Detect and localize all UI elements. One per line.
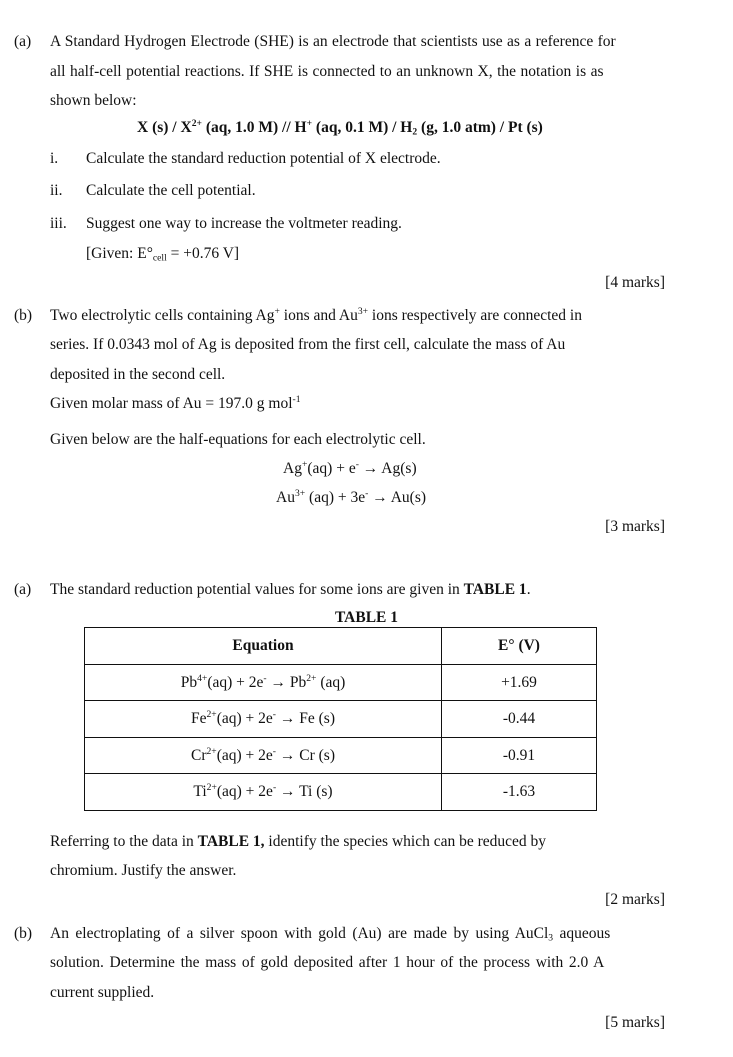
- potential-cell: +1.69: [442, 664, 597, 701]
- q1a-item-text: Calculate the standard reduction potential of X electrode.: [86, 150, 441, 167]
- header-equation: Equation: [85, 628, 442, 665]
- q2b-marks: [5 marks]: [605, 1014, 665, 1031]
- half-equation-au: $Au^{3+}$ (aq) + 3e- → Au(s): [276, 488, 427, 506]
- q1b-molar-mass: Given molar mass of Au = 197.0 g mol$^{-1}$: [50, 394, 301, 412]
- header-potential: E° (V): [442, 628, 597, 665]
- potential-cell: -0.91: [442, 737, 597, 774]
- potential-cell: -0.44: [442, 701, 597, 738]
- equation-cell: $Fe^{2+}(aq) + 2e^- \to Fe$ (s): [85, 701, 442, 738]
- q1a-item-text: Calculate the cell potential.: [86, 182, 256, 199]
- q2a-ref-line1: Referring to the data in TABLE 1, identify the species which can be reduced by: [50, 833, 547, 850]
- cell-notation: X $(s) / X^{2+}$ (aq, 1.0 M) // H+ (aq, 0.1 $M) / H_2$ (g, 1.0 atm) / Pt (s): [137, 118, 543, 138]
- table-row: [85, 664, 597, 701]
- q1a-item-num: ii.: [50, 182, 63, 199]
- q2a-intro: The standard reduction potential values for some ions are given in TABLE 1.: [50, 581, 531, 598]
- q1a-item-num: iii.: [50, 215, 67, 232]
- table-title: TABLE 1: [334, 609, 399, 626]
- q1a-given: [Given: $E^\circ_{cell} = +0.76$ V]: [86, 245, 240, 264]
- equation-cell: $Ti^{2+}(aq) + 2e^- \to Ti$ (s): [85, 774, 442, 811]
- equation-cell: $Pb^{4+}(aq) + 2e^- \to Pb^{2+}$ (aq): [85, 664, 442, 701]
- half-equation-ag: Ag+(aq) + e- → Ag(s): [283, 459, 417, 477]
- q1b-half-intro: Given below are the half-equations for each electrolytic cell.: [50, 431, 426, 448]
- q1a-line3: shown below:: [50, 92, 137, 109]
- q1a-item-num: i.: [50, 150, 59, 167]
- equation-cell: $Cr^{2+}(aq) + 2e^- \to Cr$ (s): [85, 737, 442, 774]
- q1a-line2: all half-cell potential reactions. If SHE is connected to an unknown X, the notation is as: [50, 63, 604, 80]
- table-row: [85, 737, 597, 774]
- table-row: [85, 701, 597, 738]
- q2b-label: (b): [14, 925, 33, 942]
- q1b-label: (b): [14, 307, 33, 324]
- q1a-marks: [4 marks]: [605, 274, 665, 291]
- q2b-line2: solution. Determine the mass of gold deposited after 1 hour of the process with 2.0 A: [50, 954, 605, 971]
- q1a-line1: A Standard Hydrogen Electrode (SHE) is an electrode that scientists use as a reference for: [50, 33, 616, 50]
- q2b-line1: An electroplating of a silver spoon with gold (Au) are made by using AuCl$_3$ aqueous: [50, 925, 611, 944]
- q1b-line2: series. If 0.0343 mol of Ag is deposited from the first cell, calculate the mass of Au: [50, 336, 566, 353]
- q1b-marks: [3 marks]: [605, 518, 665, 535]
- q1a-item-text: Suggest one way to increase the voltmeter reading.: [86, 215, 402, 232]
- potential-cell: -1.63: [442, 774, 597, 811]
- table-header-row: [85, 628, 597, 665]
- q1a-label: (a): [14, 33, 32, 50]
- q1b-line3: deposited in the second cell.: [50, 366, 226, 383]
- q2b-line3: current supplied.: [50, 984, 155, 1001]
- q2a-ref-line2: chromium. Justify the answer.: [50, 862, 237, 879]
- reduction-potential-table: [84, 627, 597, 811]
- table-row: [85, 774, 597, 811]
- q2a-label: (a): [14, 581, 32, 598]
- q2a-marks: [2 marks]: [605, 891, 665, 908]
- q1b-line1: Two electrolytic cells containing Ag+ ions and $Au^{3+}$ ions respectively are connected in: [50, 306, 582, 324]
